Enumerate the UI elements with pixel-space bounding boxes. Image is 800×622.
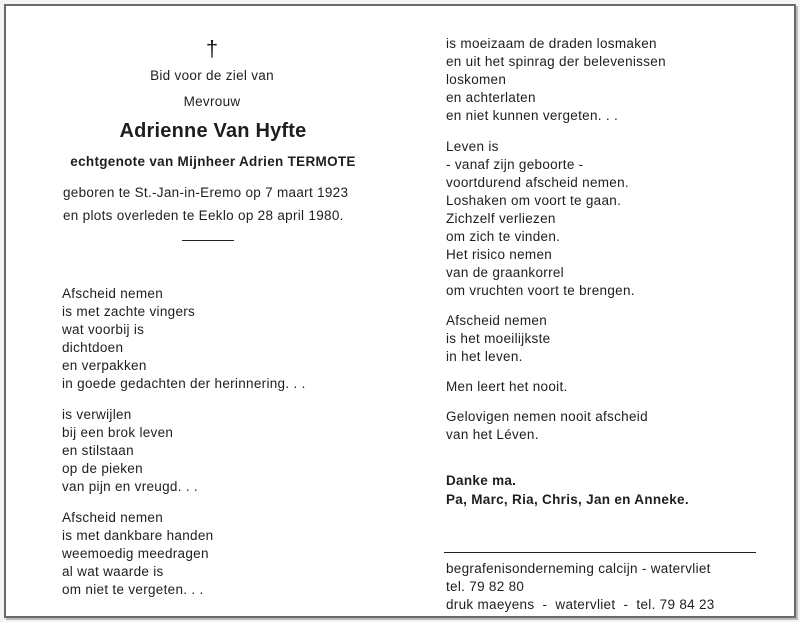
poem-line: voortdurend afscheid nemen. [446,175,629,190]
poem-line: wat voorbij is [62,322,145,337]
poem-line: weemoedig meedragen [62,546,209,561]
poem-line: in goede gedachten der herinnering. . . [62,376,306,391]
poem-line: dichtdoen [62,340,124,355]
poem-line: en niet kunnen vergeten. . . [446,108,619,123]
prayer-line: Bid voor de ziel van [150,68,274,83]
poem-line: Men leert het nooit. [446,379,568,394]
poem-line: is het moeilijkste [446,331,551,346]
poem-line: Afscheid nemen [62,510,164,525]
thanks-line-2: Pa, Marc, Ria, Chris, Jan en Anneke. [446,492,689,507]
poem-line: Afscheid nemen [446,313,548,328]
header-divider [182,240,234,241]
poem-line: Loshaken om voort te gaan. [446,193,622,208]
poem-line: van het Léven. [446,427,539,442]
poem-line: bij een brok leven [62,425,174,440]
funeral-home-phone: tel. 79 82 80 [446,579,525,594]
cross-icon: † [205,36,219,61]
poem-line: op de pieken [62,461,143,476]
poem-line: om niet te vergeten. . . [62,582,204,597]
poem-line: is met zachte vingers [62,304,196,319]
footer-divider [444,552,756,553]
poem-line: is moeizaam de draden losmaken [446,36,657,51]
poem-line: - vanaf zijn geboorte - [446,157,584,172]
poem-line: om vruchten voort te brengen. [446,283,635,298]
poem-line: al wat waarde is [62,564,164,579]
poem-line: Het risico nemen [446,247,553,262]
poem-line: en uit het spinrag der belevenissen [446,54,666,69]
poem-line: en verpakken [62,358,147,373]
funeral-home-line: begrafenisonderneming calcijn - watervliet [446,561,711,576]
deceased-name: Adrienne Van Hyfte [119,120,307,142]
poem-line: Afscheid nemen [62,286,164,301]
printer-line: druk maeyens - watervliet - tel. 79 84 23 [446,597,715,612]
death-line: en plots overleden te Eeklo op 28 april 1980. [63,208,344,223]
poem-line: is verwijlen [62,407,132,422]
poem-line: en stilstaan [62,443,134,458]
title-line: Mevrouw [183,94,241,109]
birth-line: geboren te St.-Jan-in-Eremo op 7 maart 1923 [63,185,349,200]
poem-line: Gelovigen nemen nooit afscheid [446,409,648,424]
spouse-line: echtgenote van Mijnheer Adrien TERMOTE [70,154,356,169]
poem-line: Zichzelf verliezen [446,211,556,226]
poem-line: van de graankorrel [446,265,564,280]
poem-line: van pijn en vreugd. . . [62,479,198,494]
poem-line: en achterlaten [446,90,536,105]
poem-line: is met dankbare handen [62,528,214,543]
poem-line: om zich te vinden. [446,229,561,244]
memorial-card [4,4,796,618]
poem-line: in het leven. [446,349,523,364]
thanks-line-1: Danke ma. [446,473,517,488]
poem-line: Leven is [446,139,499,154]
poem-line: loskomen [446,72,507,87]
